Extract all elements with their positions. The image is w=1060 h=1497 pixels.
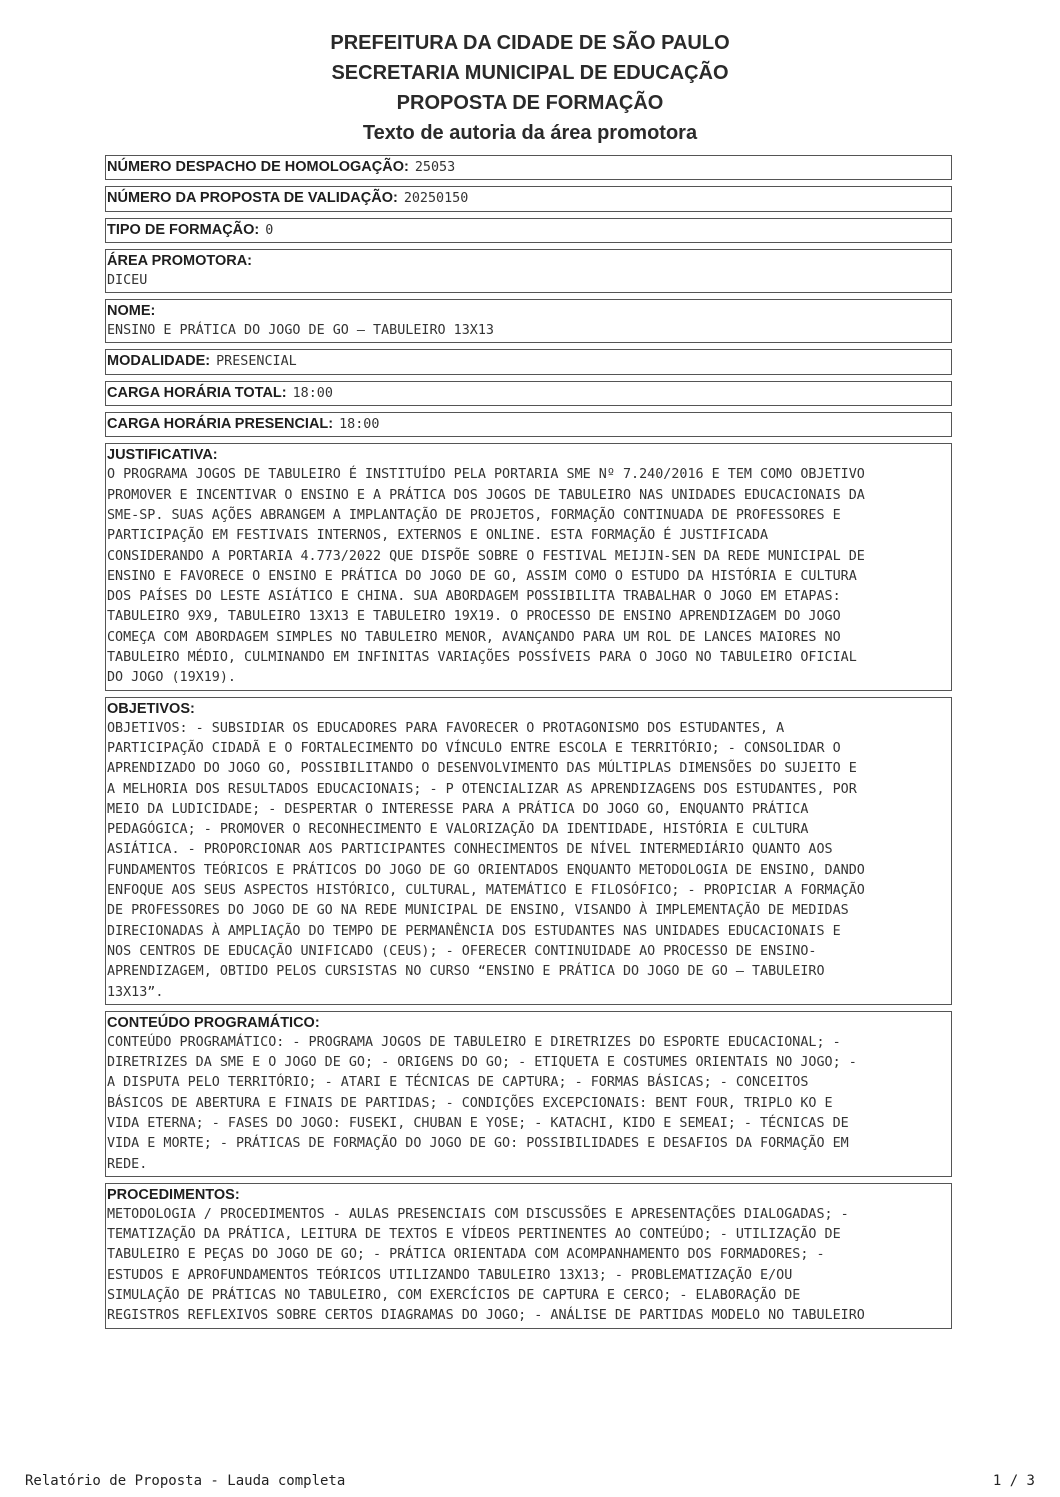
document-header [0, 28, 1060, 148]
text-line: PEDAGÓGICA; - PROMOVER O RECONHECIMENTO E VALORIZAÇÃO DA IDENTIDADE, HISTÓRIA E CULTURA [107, 822, 809, 838]
field-label: NÚMERO DA PROPOSTA DE VALIDAÇÃO: [107, 190, 398, 207]
field-value: 20250150 [403, 191, 469, 207]
text-line: APRENDIZADO DO JOGO GO, POSSIBILITANDO O DESENVOLVIMENTO DAS MÚLTIPLAS DIMENSÕES DO SUJEITO E [107, 761, 857, 777]
text-line: OBJETIVOS: - SUBSIDIAR OS EDUCADORES PARA FAVORECER O PROTAGONISMO DOS ESTUDANTES, A [107, 720, 785, 736]
text-line: REDE. [107, 1156, 148, 1172]
field-label: CARGA HORÁRIA PRESENCIAL: [107, 416, 334, 433]
text-line: METODOLOGIA / PROCEDIMENTOS - AULAS PRESENCIAIS COM DISCUSSÕES E APRESENTAÇÕES DIALOGADAS; - [107, 1206, 849, 1222]
page-footer [25, 1473, 1035, 1489]
field-label: NÚMERO DESPACHO DE HOMOLOGAÇÃO: [107, 159, 409, 175]
field-area [105, 249, 952, 293]
text-line: ESTUDOS E APROFUNDAMENTOS TEÓRICOS UTILIZANDO TABULEIRO 13X13; - PROBLEMATIZAÇÃO E/OU [107, 1267, 793, 1283]
field-tipo [105, 218, 952, 243]
text-line: TABULEIRO E PEÇAS DO JOGO DE GO; - PRÁTICA ORIENTADA COM ACOMPANHAMENTO DOS FORMADORES; - [107, 1247, 825, 1263]
text-line: VIDA ETERNA; - FASES DO JOGO: FUSEKI, CHUBAN E YOSE; - KATACHI, KIDO E SEMEAI; - TÉCNICAS DE [107, 1115, 849, 1131]
text-line: REGISTROS REFLEXIVOS SOBRE CERTOS DIAGRAMAS DO JOGO; - ANÁLISE DE PARTIDAS MODELO NO TABULEIRO [107, 1308, 865, 1324]
text-line: DIRETRIZES DA SME E O JOGO DE GO; - ORIGENS DO GO; - ETIQUETA E COSTUMES ORIENTAIS NO JOGO; - [107, 1055, 857, 1071]
text-line: BÁSICOS DE ABERTURA E FINAIS DE PARTIDAS; - CONDIÇÕES EXCEPCIONAIS: BENT FOUR, TRIPLO KO E [107, 1095, 833, 1111]
header-line-1: PREFEITURA DA CIDADE DE SÃO PAULO [330, 32, 730, 54]
field-conteudo [105, 1011, 952, 1177]
text-line: 13X13”. [107, 984, 164, 1000]
text-line: SIMULAÇÃO DE PRÁTICAS NO TABULEIRO, COM EXERCÍCIOS DE CAPTURA E CERCO; - ELABORAÇÃO DE [107, 1288, 801, 1304]
text-line: PROMOVER E INCENTIVAR O ENSINO E A PRÁTICA DOS JOGOS DE TABULEIRO NAS UNIDADES EDUCACIONAIS DA [107, 487, 865, 503]
text-line: ENSINO E FAVORECE O ENSINO E PRÁTICA DO JOGO DE GO, ASSIM COMO O ESTUDO DA HISTÓRIA E CULTURA [107, 568, 857, 584]
text-line: COMEÇA COM ABORDAGEM SIMPLES NO TABULEIRO MENOR, AVANÇANDO PARA UM ROL DE LANCES MAIORES NO [107, 629, 841, 645]
field-carga-total [105, 381, 952, 406]
field-label: NOME: [107, 303, 156, 320]
text-line: TEMATIZAÇÃO DA PRÁTICA, LEITURA DE TEXTOS E VÍDEOS PERTINENTES AO CONTEÚDO; - UTILIZAÇÃO DE [107, 1227, 841, 1243]
field-label: CARGA HORÁRIA TOTAL: [107, 384, 287, 401]
text-line: MEIO DA LUDICIDADE; - DESPERTAR O INTERESSE PARA A PRÁTICA DO JOGO GO, ENQUANTO PRÁTICA [107, 801, 809, 817]
text-line: CONSIDERANDO A PORTARIA 4.773/2022 QUE DISPÕE SOBRE O FESTIVAL MEIJIN-SEN DA REDE MUNICIPAL DE [107, 548, 865, 564]
field-label: JUSTIFICATIVA: [107, 447, 218, 464]
field-modalidade [105, 349, 952, 374]
text-line: DE PROFESSORES DO JOGO DE GO NA REDE MUNICIPAL DE ENSINO, VISANDO À IMPLEMENTAÇÃO DE MEDIDAS [107, 903, 849, 919]
text-line: ASIÁTICA. - PROPORCIONAR AOS PARTICIPANTES CONHECIMENTOS DE NÍVEL INTERMEDIÁRIO QUANTO AOS [107, 842, 833, 858]
text-line: O PROGRAMA JOGOS DE TABULEIRO É INSTITUÍDO PELA PORTARIA SME Nº 7.240/2016 E TEM COMO OBJETIVO [107, 467, 865, 483]
text-line: PARTICIPAÇÃO CIDADÃ E O FORTALECIMENTO DO VÍNCULO ENTRE ESCOLA E TERRITÓRIO; - CONSOLIDAR O [107, 740, 841, 756]
text-line: FUNDAMENTOS TEÓRICOS E PRÁTICOS DO JOGO DE GO ORIENTADOS ENQUANTO METODOLOGIA DE ENSINO, DANDO [107, 862, 865, 878]
text-line: CONTEÚDO PROGRAMÁTICO: - PROGRAMA JOGOS DE TABULEIRO E DIRETRIZES DO ESPORTE EDUCACIONAL; - [107, 1034, 841, 1050]
field-value: ENSINO E PRÁTICA DO JOGO DE GO – TABULEIRO 13X13 [107, 323, 494, 339]
field-validacao [105, 186, 952, 211]
field-label: MODALIDADE: [107, 353, 211, 370]
field-justificativa [105, 443, 952, 690]
header-line-4: Texto de autoria da área promotora [362, 122, 698, 144]
text-line: DIRECIONADAS À AMPLIAÇÃO DO TEMPO DE PERMANÊNCIA DOS ESTUDANTES NAS UNIDADES EDUCACIONAIS E [107, 923, 841, 939]
field-value: 0 [265, 222, 274, 238]
text-line: TABULEIRO MÉDIO, CULMINANDO EM INFINITAS VARIAÇÕES POSSÍVEIS PARA O JOGO NO TABULEIRO OFICIAL [107, 650, 857, 666]
text-line: PARTICIPAÇÃO EM FESTIVAIS INTERNOS, EXTERNOS E ONLINE. ESTA FORMAÇÃO É JUSTIFICADA [107, 528, 769, 544]
text-line: SME-SP. SUAS AÇÕES ABRANGEM A IMPLANTAÇÃO DE PROJETOS, FORMAÇÃO CONTINUADA DE PROFESSORES E [107, 507, 841, 523]
text-line: DO JOGO (19X19). [107, 670, 236, 686]
form-fields [105, 155, 952, 1335]
text-line: ENFOQUE AOS SEUS ASPECTOS HISTÓRICO, CULTURAL, MATEMÁTICO E FILOSÓFICO; - PROPICIAR A FORMAÇÃO [107, 883, 865, 899]
header-line-3: PROPOSTA DE FORMAÇÃO [396, 92, 664, 114]
field-objetivos [105, 697, 952, 1005]
field-despacho [105, 155, 952, 180]
field-value: PRESENCIAL [216, 354, 297, 370]
field-value: 18:00 [339, 417, 380, 433]
field-nome [105, 299, 952, 343]
text-line: DOS PAÍSES DO LESTE ASIÁTICO E CHINA. SUA ABORDAGEM POSSIBILITA TRABALHAR O JOGO EM ETAPAS: [107, 589, 841, 605]
field-label: TIPO DE FORMAÇÃO: [107, 221, 260, 238]
field-value: 25053 [414, 160, 456, 175]
field-value: 18:00 [292, 385, 333, 401]
field-value: DICEU [107, 272, 148, 288]
text-line: TABULEIRO 9X9, TABULEIRO 13X13 E TABULEIRO 19X19. O PROCESSO DE ENSINO APRENDIZAGEM DO JOGO [107, 609, 841, 625]
header-line-2: SECRETARIA MUNICIPAL DE EDUCAÇÃO [331, 62, 729, 84]
field-label: CONTEÚDO PROGRAMÁTICO: [107, 1014, 320, 1031]
text-line: VIDA E MORTE; - PRÁTICAS DE FORMAÇÃO DO JOGO DE GO: POSSIBILIDADES E DESAFIOS DA FORMAÇÃO EM [107, 1136, 849, 1152]
field-label: ÁREA PROMOTORA: [107, 252, 252, 269]
footer-report-title: Relatório de Proposta - Lauda completa [25, 1473, 346, 1489]
field-procedimentos [105, 1183, 952, 1329]
text-line: A DISPUTA PELO TERRITÓRIO; - ATARI E TÉCNICAS DE CAPTURA; - FORMAS BÁSICAS; - CONCEITOS [107, 1075, 809, 1091]
text-line: A MELHORIA DOS RESULTADOS EDUCACIONAIS; - P OTENCIALIZAR AS APRENDIZAGENS DOS ESTUDANTES, POR [107, 781, 857, 797]
field-carga-presencial [105, 412, 952, 437]
page-number: 1 / 3 [992, 1473, 1035, 1489]
text-line: APRENDIZAGEM, OBTIDO PELOS CURSISTAS NO CURSO “ENSINO E PRÁTICA DO JOGO DE GO – TABULEIRO [107, 964, 825, 980]
field-label: OBJETIVOS: [107, 700, 195, 717]
field-label: PROCEDIMENTOS: [107, 1186, 240, 1203]
text-line: NOS CENTROS DE EDUCAÇÃO UNIFICADO (CEUS); - OFERECER CONTINUIDADE AO PROCESSO DE ENSINO- [107, 943, 817, 959]
